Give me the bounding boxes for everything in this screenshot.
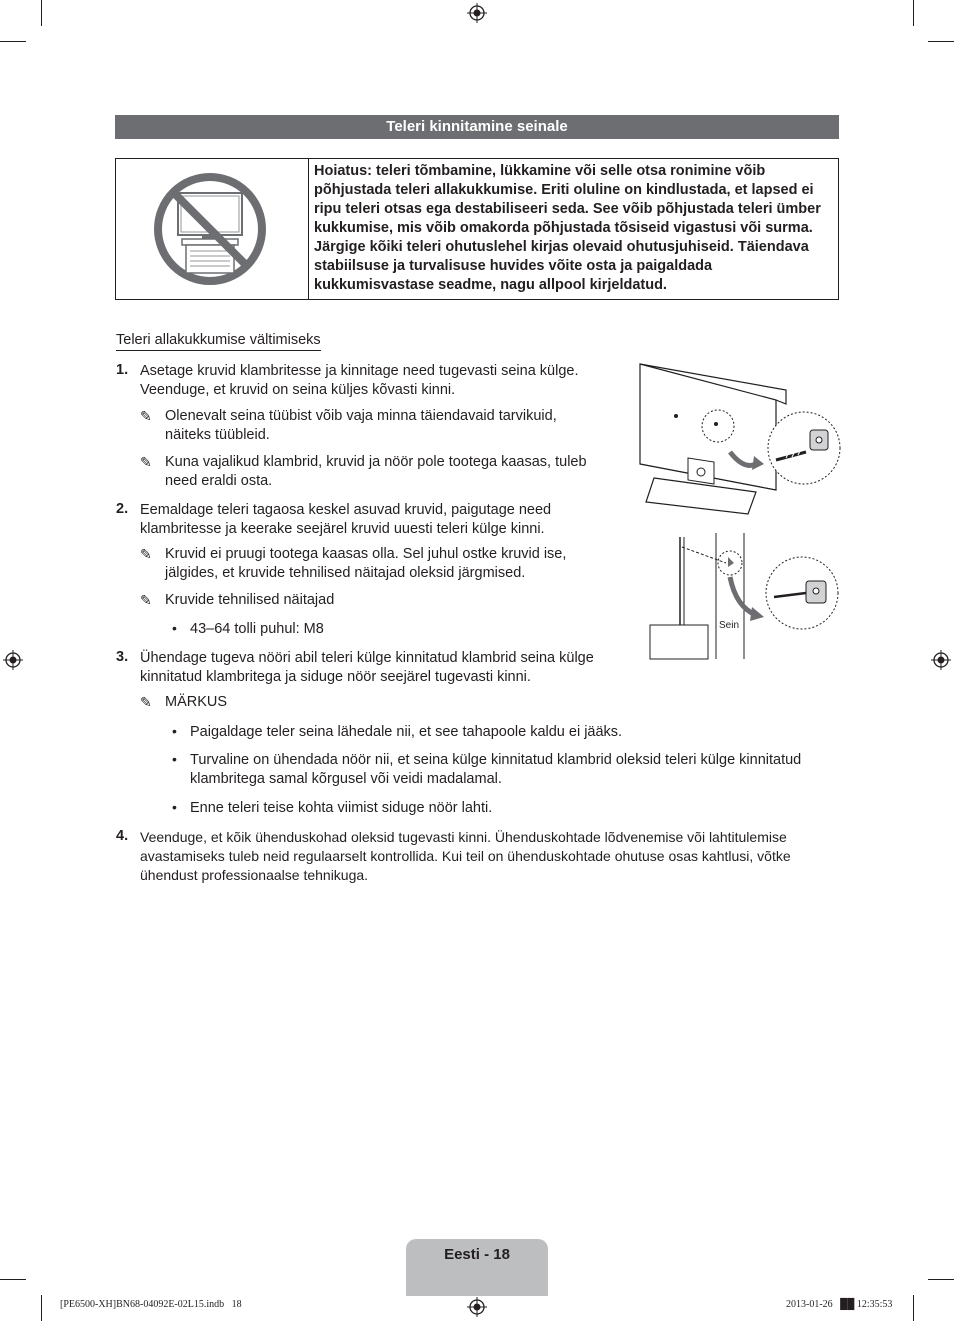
- note-text: Olenevalt seina tüübist võib vaja minna täiendavaid tarvikuid, näiteks tüübleid.: [165, 408, 557, 443]
- crop-mark: [913, 1295, 914, 1321]
- subheading: Teleri allakukkumise vältimiseks: [116, 331, 321, 351]
- step-number: 3.: [116, 649, 129, 665]
- step-number: 1.: [116, 362, 129, 378]
- bullet-icon: •: [172, 723, 177, 739]
- page-number-tab: [406, 1239, 548, 1296]
- bullet-text: Paigaldage teler seina lähedale nii, et see tahapoole kaldu ei jääks.: [190, 724, 623, 740]
- bullet-icon: •: [172, 751, 177, 767]
- bullet-icon: •: [172, 620, 177, 636]
- note-text: Kruvid ei pruugi tootega kaasas olla. Sel juhul ostke kruvid ise, jälgides, et kruvide tehnilised näitajad oleksid järgmised.: [165, 546, 567, 581]
- crop-mark: [0, 1279, 26, 1280]
- page-label: Eesti - 18: [444, 1246, 510, 1263]
- warning-box: [115, 158, 839, 300]
- note-icon: ✎: [140, 694, 152, 710]
- registration-mark-icon: [467, 3, 487, 23]
- bullet-text: 43–64 tolli puhul: M8: [190, 621, 324, 637]
- warning-divider: [308, 159, 309, 299]
- bullet-text: Enne teleri teise kohta viimist siduge nöör lahti.: [190, 800, 493, 816]
- crop-mark: [41, 0, 42, 26]
- note-text: MÄRKUS: [165, 694, 228, 710]
- print-slug-left: [PE6500-XH]BN68-04092E-02L15.indb 18: [60, 1299, 242, 1310]
- no-tv-on-furniture-icon: [152, 171, 268, 287]
- note-icon: ✎: [140, 592, 152, 608]
- step-number: 2.: [116, 501, 129, 517]
- wall-mount-illustration: [646, 533, 842, 661]
- wall-label: Sein: [719, 620, 740, 631]
- registration-mark-icon: [3, 650, 23, 670]
- note-text: Kuna vajalikud klambrid, kruvid ja nöör pole tootega kaasas, tuleb need eraldi osta.: [165, 454, 587, 489]
- step-text: Veenduge, et kõik ühenduskohad oleksid tugevasti kinni. Ühenduskohtade lõdvenemise või lahtitulemise avastamiseks tuleb neid regulaarselt kontrollida. Kui teil on ühenduskohtade ohutuse osas kahtlusi, võtke ühendust professionaalse tehnikuga.: [140, 829, 791, 883]
- registration-mark-icon: [467, 1297, 487, 1317]
- crop-mark: [41, 1295, 42, 1321]
- step-text: Ühendage tugeva nööri abil teleri külge kinnitatud klambrid seina külge kinnitatud klambritega ja siduge nöör seejärel tugevasti kinni.: [140, 650, 594, 685]
- note-icon: ✎: [140, 454, 152, 470]
- print-slug-right: 2013-01-26 ██ 12:35:53: [786, 1299, 893, 1310]
- note-icon: ✎: [140, 546, 152, 562]
- note-text: Kruvide tehnilised näitajad: [165, 592, 335, 608]
- crop-mark: [0, 41, 26, 42]
- step-text: Asetage kruvid klambritesse ja kinnitage need tugevasti seina külge. Veenduge, et kruvid on seina küljes kõvasti kinni.: [140, 363, 579, 398]
- tv-bracket-illustration: [636, 360, 842, 520]
- bullet-icon: •: [172, 799, 177, 815]
- note-icon: ✎: [140, 408, 152, 424]
- crop-mark: [928, 1279, 954, 1280]
- step-number: 4.: [116, 828, 129, 844]
- registration-mark-icon: [931, 650, 951, 670]
- warning-text: Hoiatus: teleri tõmbamine, lükkamine või selle otsa ronimine võib põhjustada teleri allakukkumise. Eriti oluline on kindlustada, et lapsed ei ripu teleri otsas ega destabiliseeri seda. See võib põhjustada teleri ümber kukkumise, mis võib omakorda põhjustada tõsiseid vigastusi või surma. Järgige kõiki teleri ohutuslehel kirjas olevaid ohutusjuhiseid. Täiendava stabiilsuse ja turvalisuse huvides võite osta ja paigaldada kukkumisvastase seadme, nagu allpool kirjeldatud.: [314, 163, 821, 293]
- crop-mark: [913, 0, 914, 26]
- crop-mark: [928, 41, 954, 42]
- step-text: Eemaldage teleri tagaosa keskel asuvad kruvid, paigutage need klambritesse ja keerake seejärel kruvid uuesti teleri külge kinni.: [140, 502, 552, 537]
- bullet-text: Turvaline on ühendada nöör nii, et seina külge kinnitatud klambrid oleksid teleri külge kinnitatud klambritega samal kõrgusel või veidi madalamal.: [190, 752, 802, 787]
- section-title: Teleri kinnitamine seinale: [115, 115, 839, 139]
